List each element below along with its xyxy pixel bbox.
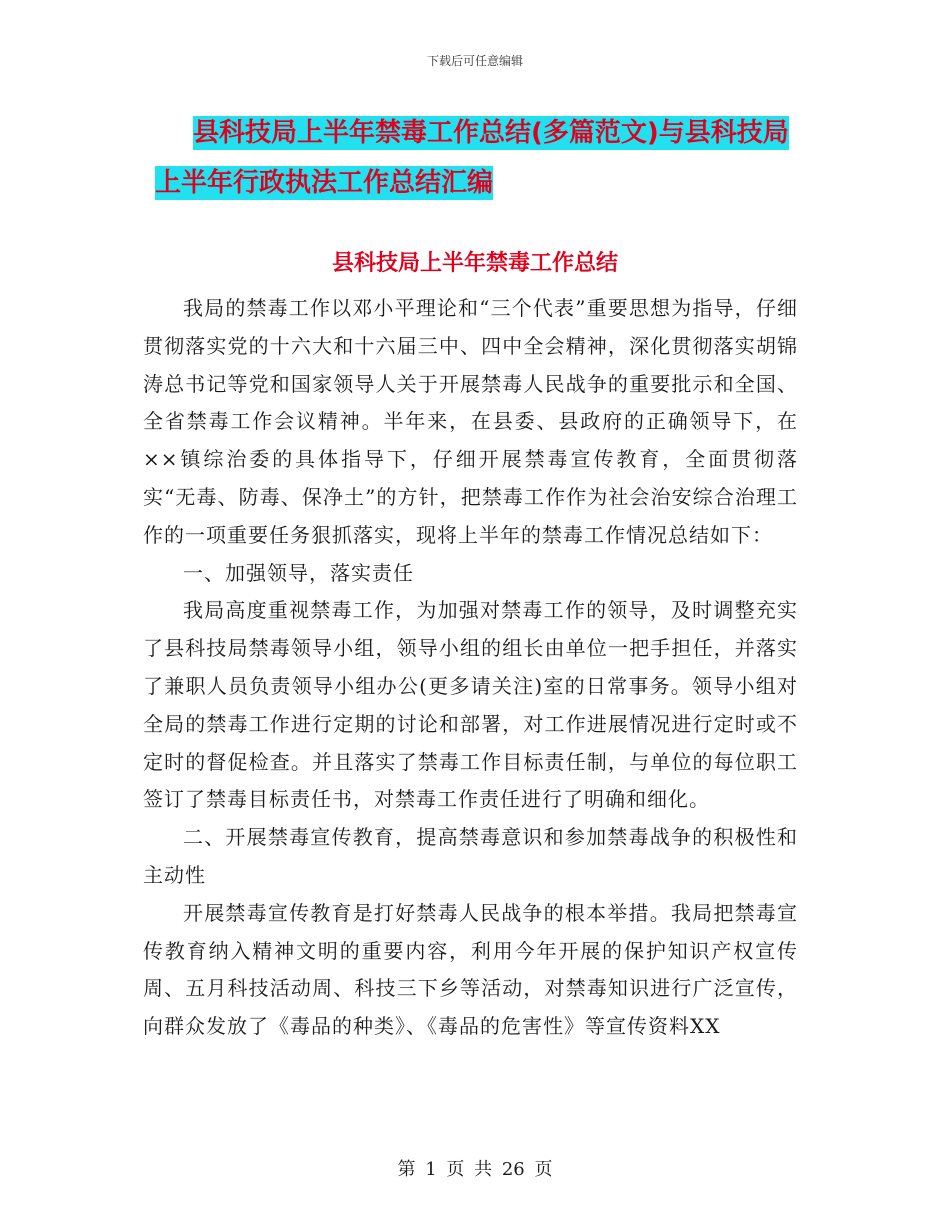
- header-note: 下载后可任意编辑: [426, 54, 523, 68]
- paragraph-section-1: 我局高度重视禁毒工作，为加强对禁毒工作的领导，及时调整充实了县科技局禁毒领导小组，领导小组的组长由单位一把手担任，并落实了兼职人员负责领导小组办公(更多请关注)室的日常事务。领导小组对全局的禁毒工作进行定期的讨论和部署，对工作进展情况进行定时或不定时的督促检查。并且落实了禁毒工作目标责任制，与单位的每位职工签订了禁毒目标责任书，对禁毒工作责任进行了明确和细化。: [143, 598, 798, 812]
- heading-section-2: 二、开展禁毒宣传教育，提高禁毒意识和参加禁毒战争的积极性和主动性: [143, 825, 798, 887]
- title-line-1: [145, 108, 825, 158]
- section-title: 县科技局上半年禁毒工作总结: [331, 251, 618, 276]
- heading-section-1: 一、加强领导，落实责任: [183, 560, 414, 585]
- page-number: 第 1 页 共 26 页: [397, 1159, 553, 1180]
- document-body: [143, 290, 798, 1046]
- title-line-1-text: 县科技局上半年禁毒工作总结(多篇范文)与县科技局: [193, 118, 789, 148]
- title-line-2: [145, 158, 825, 208]
- paragraph-section-2: 开展禁毒宣传教育是打好禁毒人民战争的根本举措。我局把禁毒宣传教育纳入精神文明的重要内容，利用今年开展的保护知识产权宣传周、五月科技活动周、科技三下乡等活动，对禁毒知识进行广泛宣传，向群众发放了《毒品的种类》、《毒品的危害性》等宣传资料XX: [143, 900, 798, 1039]
- title-line-2-text: 上半年行政执法工作总结汇编: [155, 168, 494, 198]
- paragraph-intro: 我局的禁毒工作以邓小平理论和“三个代表”重要思想为指导，仔细贯彻落实党的十六大和十六届三中、四中全会精神，深化贯彻落实胡锦涛总书记等党和国家领导人关于开展禁毒人民战争的重要批示和全国、全省禁毒工作会议精神。半年来，在县委、县政府的正确领导下，在××镇综治委的具体指导下，仔细开展禁毒宣传教育，全面贯彻落实“无毒、防毒、保净土”的方针，把禁毒工作作为社会治安综合治理工作的一项重要任务狠抓落实，现将上半年的禁毒工作情况总结如下：: [143, 296, 798, 547]
- document-title: [145, 108, 825, 208]
